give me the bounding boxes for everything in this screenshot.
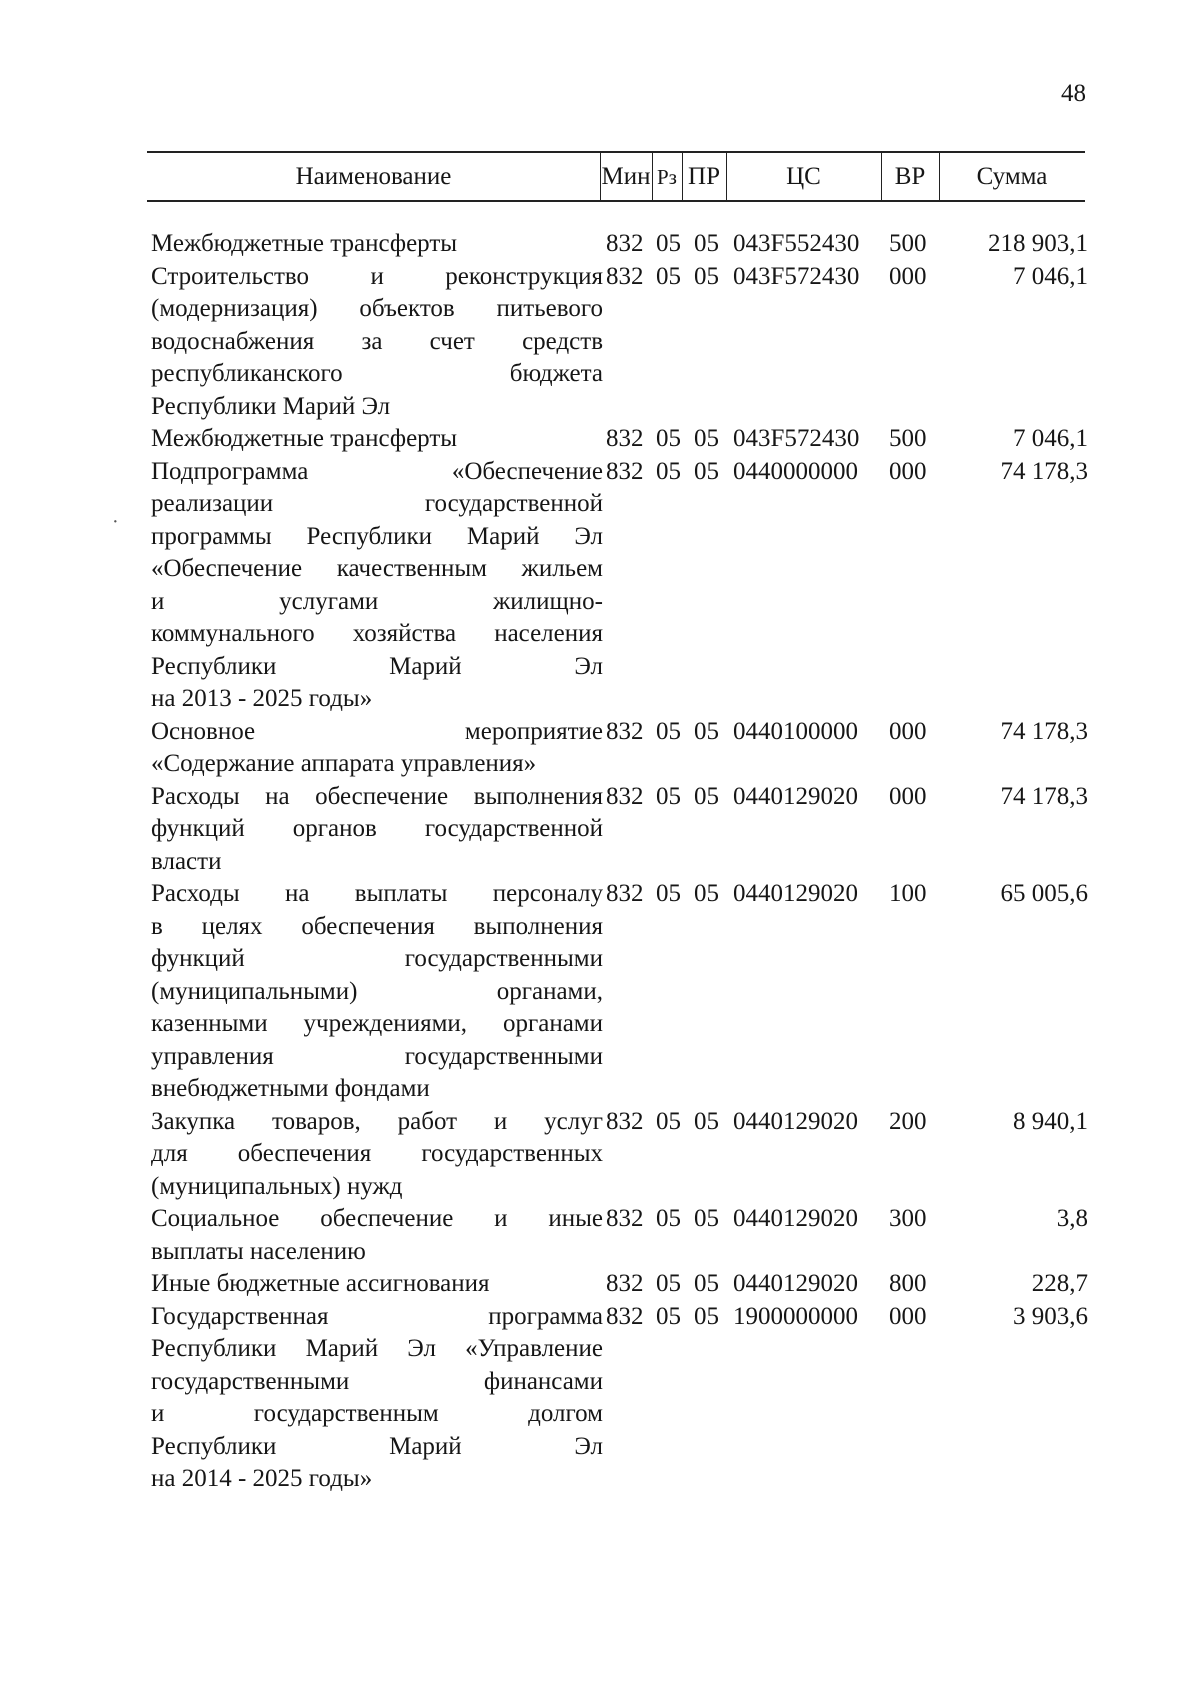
row-pr: 05 (694, 230, 719, 257)
row-name (151, 423, 603, 456)
row-name-line: Строительство и реконструкция (151, 262, 603, 290)
row-min: 832 (606, 782, 644, 810)
row-name-line: (муниципальных) нужд (151, 1172, 403, 1200)
page-number: 48 (1061, 80, 1086, 107)
row-pr: 05 (694, 1270, 719, 1297)
row-name-line: государственными финансами (151, 1367, 603, 1395)
row-vr: 200 (889, 1107, 927, 1135)
row-vr: 500 (889, 425, 927, 452)
header-divider (682, 153, 683, 200)
row-min: 832 (606, 717, 644, 745)
row-cs: 043F552430 (733, 230, 860, 257)
row-name-line: власти (151, 847, 222, 875)
row-name (151, 228, 603, 261)
row-name (151, 456, 603, 716)
row-min: 832 (606, 425, 644, 452)
row-name (151, 1106, 603, 1204)
row-sum: 228,7 (1031, 1270, 1088, 1297)
row-name-line: Межбюджетные трансферты (151, 425, 458, 452)
row-name-line: Республики Марий Эл «Управление (151, 1335, 603, 1362)
row-min: 832 (606, 1270, 644, 1297)
row-name-line: Основное мероприятие (151, 717, 603, 745)
header-divider (652, 153, 653, 200)
row-name-line: реализации государственной (151, 490, 603, 517)
row-sum: 65 005,6 (1000, 880, 1088, 907)
row-name-line: Подпрограмма «Обеспечение (151, 457, 603, 485)
row-min: 832 (606, 262, 644, 290)
row-name-line: Государственная программа (151, 1302, 603, 1330)
row-name (151, 1301, 603, 1496)
row-name-line: Расходы на выплаты персоналу (151, 880, 603, 907)
row-name-line: Межбюджетные трансферты (151, 230, 458, 257)
row-vr: 800 (889, 1270, 927, 1297)
row-rz: 05 (656, 457, 681, 485)
row-min: 832 (606, 457, 644, 485)
row-name (151, 1203, 603, 1268)
row-rz: 05 (656, 880, 681, 907)
row-name-line: внебюджетными фондами (151, 1075, 430, 1102)
header-divider (726, 153, 727, 200)
row-name-line: водоснабжения за счет средств (151, 327, 603, 355)
row-name-line: в целях обеспечения выполнения (151, 912, 603, 940)
row-rz: 05 (656, 1205, 681, 1232)
row-cs: 0440129020 (733, 880, 858, 907)
row-name-line: Иные бюджетные ассигнования (151, 1270, 490, 1297)
row-name (151, 716, 603, 781)
row-rz: 05 (656, 782, 681, 810)
row-pr: 05 (694, 1302, 719, 1330)
header-divider (881, 153, 882, 200)
row-pr: 05 (694, 782, 719, 810)
header-divider (600, 153, 601, 200)
row-name (151, 878, 603, 1106)
row-sum: 218 903,1 (988, 230, 1088, 257)
row-rz: 05 (656, 1302, 681, 1330)
row-pr: 05 (694, 457, 719, 485)
column-header-pr: ПР (688, 163, 720, 190)
header-top-rule (147, 151, 1085, 153)
row-name-line: Республики Марий Эл (151, 652, 603, 680)
row-vr: 000 (889, 782, 927, 810)
row-name-line: и государственным долгом (151, 1400, 603, 1427)
row-vr: 000 (889, 457, 927, 485)
column-header-rz: Рз (657, 165, 677, 189)
row-cs: 1900000000 (733, 1302, 858, 1330)
row-vr: 500 (889, 230, 927, 257)
row-sum: 74 178,3 (1000, 717, 1088, 745)
row-sum: 7 046,1 (1013, 425, 1088, 452)
row-vr: 000 (889, 1302, 927, 1330)
row-cs: 0440129020 (733, 782, 858, 810)
row-name (151, 1268, 603, 1301)
row-name-line: функций органов государственной (151, 815, 603, 842)
row-sum: 7 046,1 (1013, 262, 1088, 290)
row-name-line: Расходы на обеспечение выполнения (151, 782, 603, 810)
row-min: 832 (606, 1302, 644, 1330)
column-header-min: Мин (601, 163, 651, 190)
column-header-name: Наименование (295, 163, 452, 190)
row-vr: 000 (889, 717, 927, 745)
row-cs: 0440129020 (733, 1205, 858, 1232)
row-name-line: (модернизация) объектов питьевого (151, 295, 603, 322)
row-vr: 000 (889, 262, 927, 290)
row-name-line: выплаты населению (151, 1237, 366, 1265)
row-name-line: «Содержание аппарата управления» (151, 750, 537, 777)
row-name-line: (муниципальными) органами, (151, 977, 603, 1005)
row-name-line: Закупка товаров, работ и услуг (151, 1107, 603, 1135)
row-pr: 05 (694, 880, 719, 907)
row-vr: 100 (889, 880, 927, 907)
row-name-line: Республики Марий Эл (151, 392, 391, 420)
row-cs: 0440100000 (733, 717, 858, 745)
row-rz: 05 (656, 425, 681, 452)
row-min: 832 (606, 230, 644, 257)
row-pr: 05 (694, 425, 719, 452)
row-name-line: функций государственными (151, 945, 603, 972)
row-name (151, 781, 603, 879)
row-name-line: на 2013 - 2025 годы» (151, 685, 373, 712)
row-name-line: «Обеспечение качественным жильем (151, 555, 603, 582)
row-cs: 0440129020 (733, 1270, 858, 1297)
row-name-line: программы Республики Марий Эл (151, 522, 603, 550)
row-rz: 05 (656, 717, 681, 745)
row-cs: 0440129020 (733, 1107, 858, 1135)
row-vr: 300 (889, 1205, 927, 1232)
row-name-line: для обеспечения государственных (151, 1140, 603, 1167)
header-divider (939, 153, 940, 200)
row-cs: 0440000000 (733, 457, 858, 485)
row-sum: 8 940,1 (1013, 1107, 1088, 1135)
row-rz: 05 (656, 1107, 681, 1135)
row-pr: 05 (694, 1205, 719, 1232)
row-pr: 05 (694, 1107, 719, 1135)
header-bottom-rule (147, 200, 1085, 202)
row-name-line: управления государственными (151, 1042, 603, 1070)
row-name-line: республиканского бюджета (151, 360, 603, 387)
row-min: 832 (606, 880, 644, 907)
row-name-line: коммунального хозяйства населения (151, 620, 603, 647)
row-name-line: Республики Марий Эл (151, 1432, 603, 1460)
row-name-line: и услугами жилищно- (151, 587, 603, 615)
row-pr: 05 (694, 262, 719, 290)
row-rz: 05 (656, 262, 681, 290)
row-name-line: Социальное обеспечение и иные (151, 1205, 603, 1232)
row-rz: 05 (656, 230, 681, 257)
scan-mark: · (112, 511, 119, 533)
row-sum: 74 178,3 (1000, 457, 1088, 485)
column-header-cs: ЦС (786, 163, 821, 190)
column-header-vr: ВР (894, 163, 926, 190)
row-sum: 3 903,6 (1013, 1302, 1088, 1330)
row-name-line: казенными учреждениями, органами (151, 1010, 603, 1037)
row-pr: 05 (694, 717, 719, 745)
row-name-line: на 2014 - 2025 годы» (151, 1465, 373, 1492)
row-rz: 05 (656, 1270, 681, 1297)
row-cs: 043F572430 (733, 262, 860, 290)
row-min: 832 (606, 1205, 644, 1232)
column-header-sum: Сумма (976, 163, 1048, 190)
row-sum: 3,8 (1056, 1205, 1088, 1232)
row-min: 832 (606, 1107, 644, 1135)
row-sum: 74 178,3 (1000, 782, 1088, 810)
row-cs: 043F572430 (733, 425, 860, 452)
row-name (151, 261, 603, 424)
